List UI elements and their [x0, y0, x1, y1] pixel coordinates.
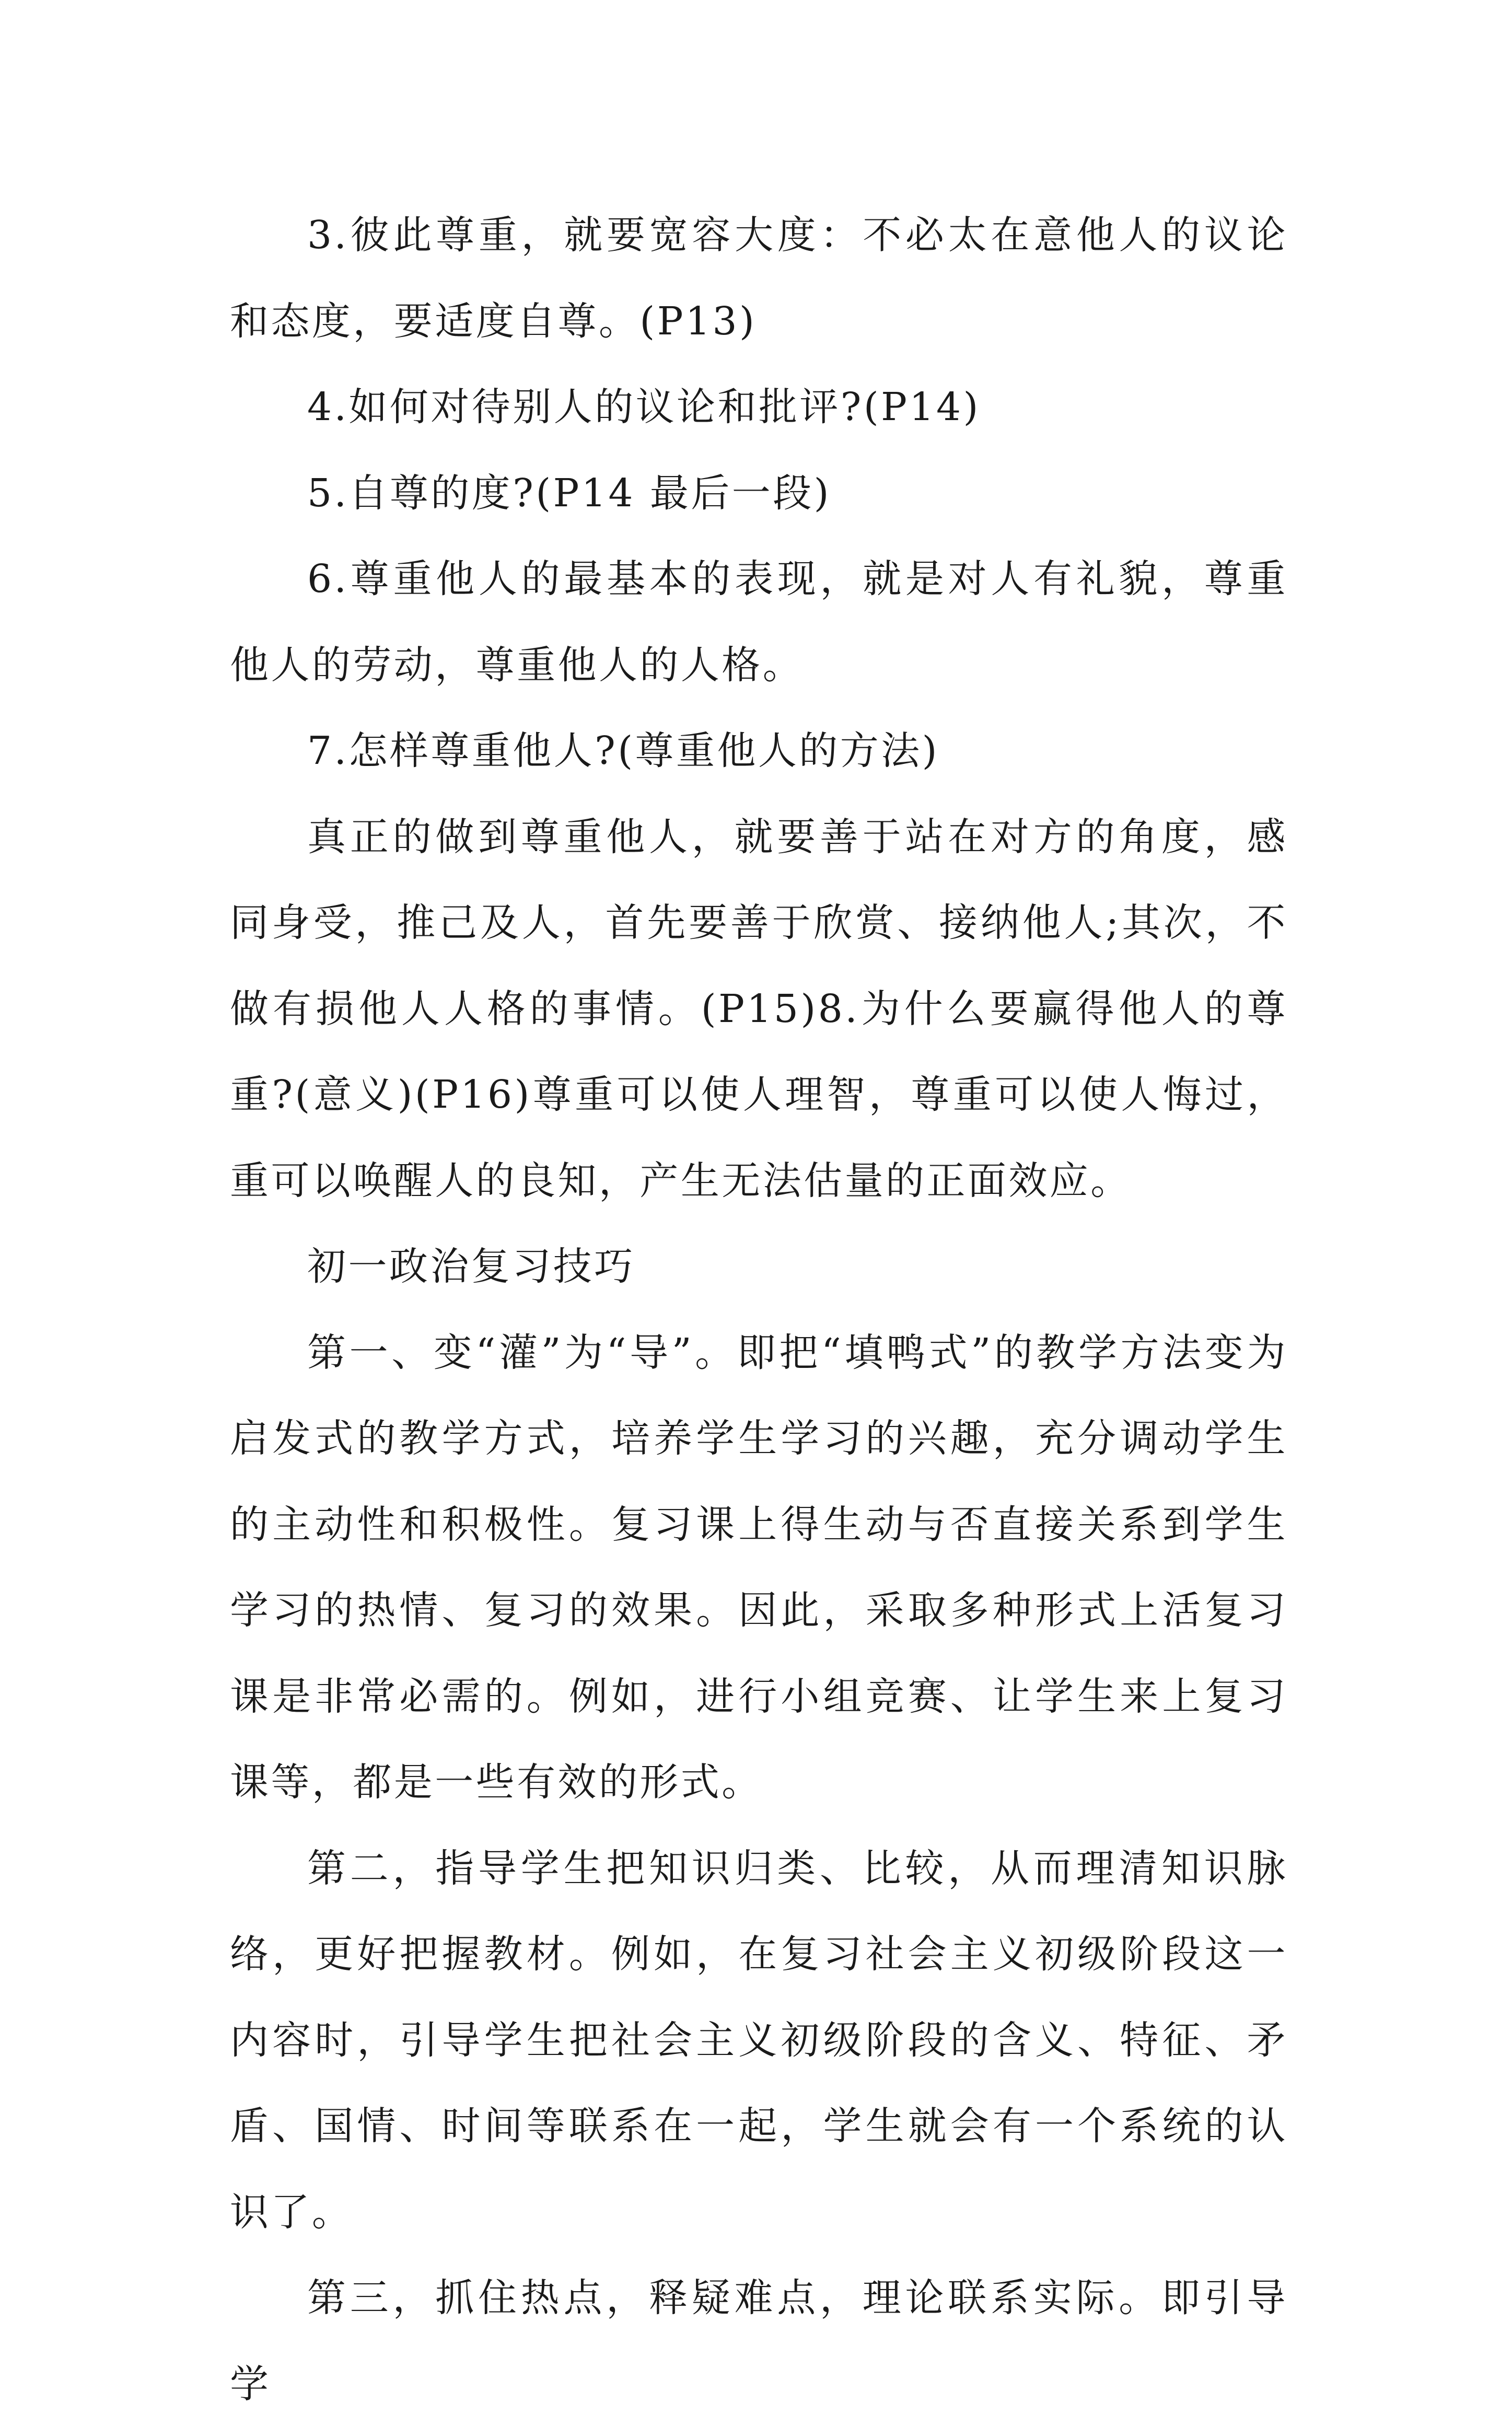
paragraph-criticism-question: 4.如何对待别人的议论和批评?(P14): [307, 385, 981, 429]
paragraph-self-esteem-degree: 5.自尊的度?(P14 最后一段): [307, 470, 831, 516]
paragraph-respect-method: 真正的做到尊重他人，就要善于站在对方的角度，感同身受，推己及人，首先要善于欣赏、接纳他人;其次，不做有损他人人格的事情。(P15)8.为什么要赢得他人的尊重?(意义)(P16)尊重可以使人理智，尊重可以使人悔过，重可以唤醒人的良知，产生无法估量的正面效应。: [230, 814, 1288, 1203]
paragraph-how-to-respect: 7.怎样尊重他人?(尊重他人的方法): [307, 728, 939, 773]
paragraph-tip-one: 第一、变“灌”为“导”。即把“填鸭式”的教学方法变为启发式的教学方式，培养学生学习的兴趣，充分调动学生的主动性和积极性。复习课上得生动与否直接关系到学生学习的热情、复习的效果。因此，采取多种形式上活复习课是非常必需的。例如，进行小组竞赛、让学生来上复习课等，都是一些有效的形式。: [230, 1330, 1288, 1805]
paragraph-respect-tolerance: 3.彼此尊重，就要宽容大度：不必太在意他人的议论和态度，要适度自尊。(P13): [230, 213, 1288, 344]
paragraph-basic-respect: 6.尊重他人的最基本的表现，就是对人有礼貌，尊重他人的劳动，尊重他人的人格。: [230, 556, 1288, 688]
paragraph-tip-three: 第三，抓住热点，释疑难点，理论联系实际。即引导学: [230, 2275, 1288, 2407]
paragraph-tip-two: 第二，指导学生把知识归类、比较，从而理清知识脉络，更好把握教材。例如，在复习社会主义初级阶段这一内容时，引导学生把社会主义初级阶段的含义、特征、矛盾、国情、时间等联系在一起，学生就会有一个系统的认识了。: [230, 1845, 1288, 2235]
document-body: [230, 192, 1288, 2427]
section-heading-review-tips: 初一政治复习技巧: [307, 1244, 635, 1289]
